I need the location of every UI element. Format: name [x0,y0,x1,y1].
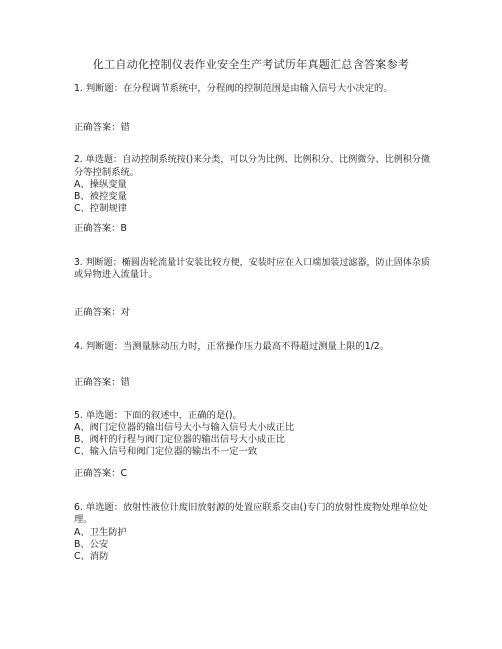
question-1-stem: 1. 判断题：在分程调节系统中，分程阀的控制范围是由输入信号大小决定的。 [74,83,393,94]
question-2-option-a: A、操纵变量 [74,179,127,190]
question-3-answer: 正确答案：对 [74,307,130,318]
question-6-option-b: B、公安 [74,539,109,550]
question-6-stem: 6. 单选题：放射性液位计废旧放射源的处置应联系交由()专门的放射性废物处理单位处 [74,502,428,513]
document-title: 化工自动化控制仪表作业安全生产考试历年真题汇总含答案参考 [92,58,410,71]
question-2-stem-cont: 分等控制系统。 [74,167,140,178]
question-2-stem: 2. 单选题：自动控制系统按()来分类，可以分为比例、比例积分、比例微分、比例积分微 [74,154,431,165]
question-6-option-a: A、卫生防护 [74,527,127,538]
question-5-option-b: B、阀杆的行程与阀门定位器的输出信号大小成正比 [74,434,285,445]
question-5-option-a: A、阀门定位器的输出信号大小与输入信号大小成正比 [74,422,295,433]
question-5-answer: 正确答案：C [74,468,127,479]
question-5-stem: 5. 单选题：下面的叙述中，正确的是()。 [74,410,242,421]
question-2-option-b: B、被控变量 [74,191,127,202]
question-6-option-c: C、消防 [74,551,109,562]
question-3-stem-cont: 或异物进入流量计。 [74,269,158,280]
question-5-option-c: C、输入信号和阀门定位器的输出不一定一致 [74,446,258,457]
question-6-stem-cont: 理。 [74,514,93,525]
question-4-answer: 正确答案：错 [74,377,130,388]
question-2-answer: 正确答案：B [74,223,127,234]
question-1-answer: 正确答案：错 [74,122,130,133]
question-2-option-c: C、控制规律 [74,203,127,214]
question-3-stem: 3. 判断题：椭圆齿轮流量计安装比较方便，安装时应在入口端加装过滤器，防止固体杂质 [74,257,430,268]
question-4-stem: 4. 判断题：当测量脉动压力时，正常操作压力最高不得超过测量上限的1/2。 [74,341,389,352]
